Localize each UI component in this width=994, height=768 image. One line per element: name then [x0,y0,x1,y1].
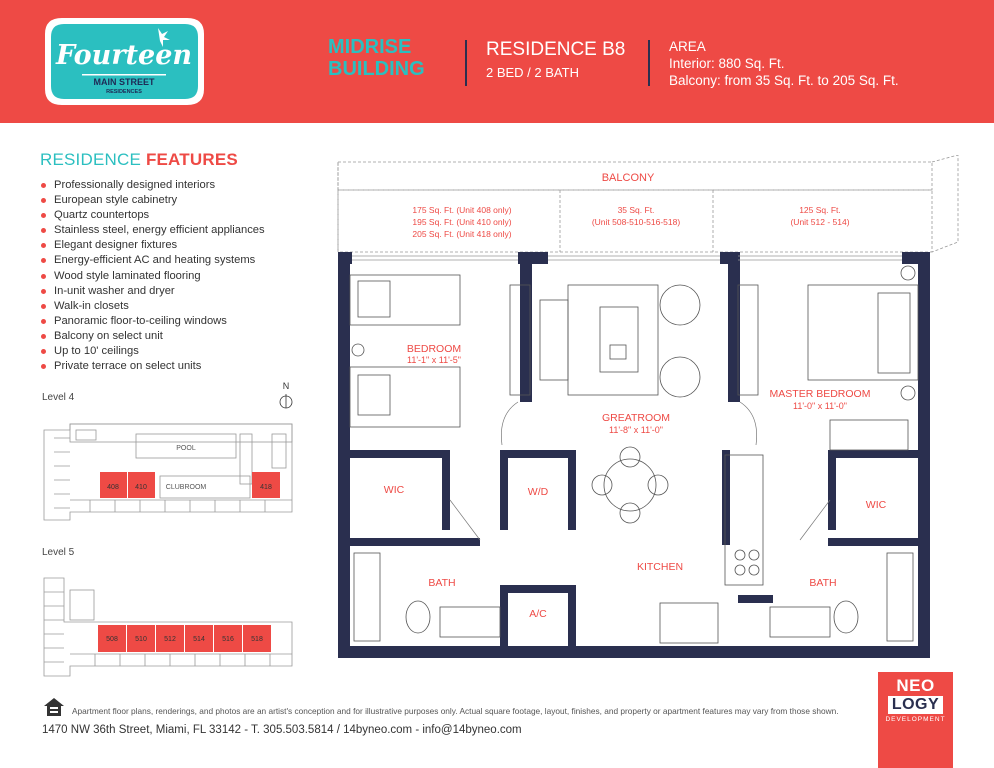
balcony-c-line2: (Unit 512 - 514) [790,217,850,227]
unit-410-label: 410 [135,484,147,491]
floor-plan [330,155,964,667]
divider [465,40,467,86]
greatroom-furniture [540,285,700,523]
pool-label: POOL [176,445,196,452]
walls [338,252,930,658]
feature-item: Quartz countertops [40,208,330,223]
balcony-a-line3: 205 Sq. Ft. (Unit 418 only) [412,229,512,239]
area-balcony: Balcony: from 35 Sq. Ft. to 205 Sq. Ft. [669,73,899,88]
master-bedroom-dims: 11'-0" x 11'-0" [792,401,848,411]
feature-item: Panoramic floor-to-ceiling windows [40,314,330,329]
windows [352,256,902,260]
wic-left-label: WIC [383,484,405,496]
greatroom-label: GREATROOM [601,412,671,424]
logo-title: Fourteen [55,40,193,71]
building-name: MIDRISE BUILDING [328,36,425,80]
unit-408-label: 408 [107,484,119,491]
feature-item: Elegant designer fixtures [40,238,330,253]
level4-keyplan [40,412,302,528]
brand-line2: LOGY [888,696,943,714]
feature-item: Wood style laminated flooring [40,269,330,284]
bedroom-label: BEDROOM [406,343,462,355]
bath-left-label: BATH [428,577,456,589]
master-bedroom-label: MASTER BEDROOM [769,388,871,400]
area-info [669,38,899,89]
features-title [40,150,330,170]
feature-item: In-unit washer and dryer [40,284,330,299]
fourteen-logo [42,14,207,109]
area-interior: Interior: 880 Sq. Ft. [669,56,785,71]
unit-516-label: 516 [222,636,234,643]
unit-508-label: 508 [106,636,118,643]
north-label: N [282,381,290,391]
balcony-c-line1: 125 Sq. Ft. [799,205,841,215]
header-banner [0,0,994,123]
master-furniture [738,266,918,450]
bedroom-dims: 11'-1" x 11'-5" [406,355,462,365]
logo-sub1: MAIN STREET [93,77,155,87]
kitchen-label: KITCHEN [636,561,684,573]
balcony-a-line2: 195 Sq. Ft. (Unit 410 only) [412,217,512,227]
feature-item: Up to 10' ceilings [40,344,330,359]
feature-item: Professionally designed interiors [40,178,330,193]
feature-item: Energy-efficient AC and heating systems [40,253,330,268]
contact-address: 1470 NW 36th Street, Miami, FL 33142 - T. 305.503.5814 / 14byneo.com - info@14byneo.com [42,724,522,736]
feature-item: Stainless steel, energy efficient appliances [40,223,330,238]
level4-label: Level 4 [42,392,75,403]
balcony-label: BALCONY [601,172,655,184]
logo-sub2: RESIDENCES [106,89,142,95]
divider [648,40,650,86]
wd-label: W/D [527,486,549,498]
level5-label: Level 5 [42,547,75,558]
unit-518-label: 518 [251,636,263,643]
area-label: AREA [669,39,706,54]
unit-512-label: 512 [164,636,176,643]
unit-510-label: 510 [135,636,147,643]
ac-label: A/C [529,608,547,620]
feature-item: Balcony on select unit [40,329,330,344]
features-list [40,178,330,374]
disclaimer: Apartment floor plans, renderings, and photos are an artist's conception and for illustrative purposes only. Actual square footage, layout, finishes, and property or apartment features may vary from those shown. [72,706,839,716]
brand-line1: NEO [896,676,935,695]
unit-514-label: 514 [193,636,205,643]
balcony-a-line1: 175 Sq. Ft. (Unit 408 only) [412,205,512,215]
clubroom-label: CLUBROOM [165,484,207,491]
features-title-bold: FEATURES [145,150,238,169]
wic-right-label: WIC [865,499,887,511]
features-panel [40,150,330,374]
feature-item: European style cabinetry [40,193,330,208]
feature-item: Walk-in closets [40,299,330,314]
greatroom-dims: 11'-8" x 11'-0" [608,425,664,435]
residence-info [486,38,625,82]
feature-item: Private terrace on select units [40,359,330,374]
brand-line3: DEVELOPMENT [885,716,946,723]
balcony-b-line2: (Unit 508-510-516-518) [591,217,681,227]
north-arrow-icon [274,380,298,412]
level5-keyplan [40,572,302,682]
unit-418-label: 418 [260,484,272,491]
features-title-plain: RESIDENCE [40,150,141,169]
equal-housing-icon [43,696,65,718]
balcony-b-line1: 35 Sq. Ft. [617,205,655,215]
neology-logo [878,672,953,768]
bath-right-label: BATH [809,577,837,589]
residence-subtitle: 2 BED / 2 BATH [486,65,579,80]
residence-title: RESIDENCE B8 [486,39,626,60]
